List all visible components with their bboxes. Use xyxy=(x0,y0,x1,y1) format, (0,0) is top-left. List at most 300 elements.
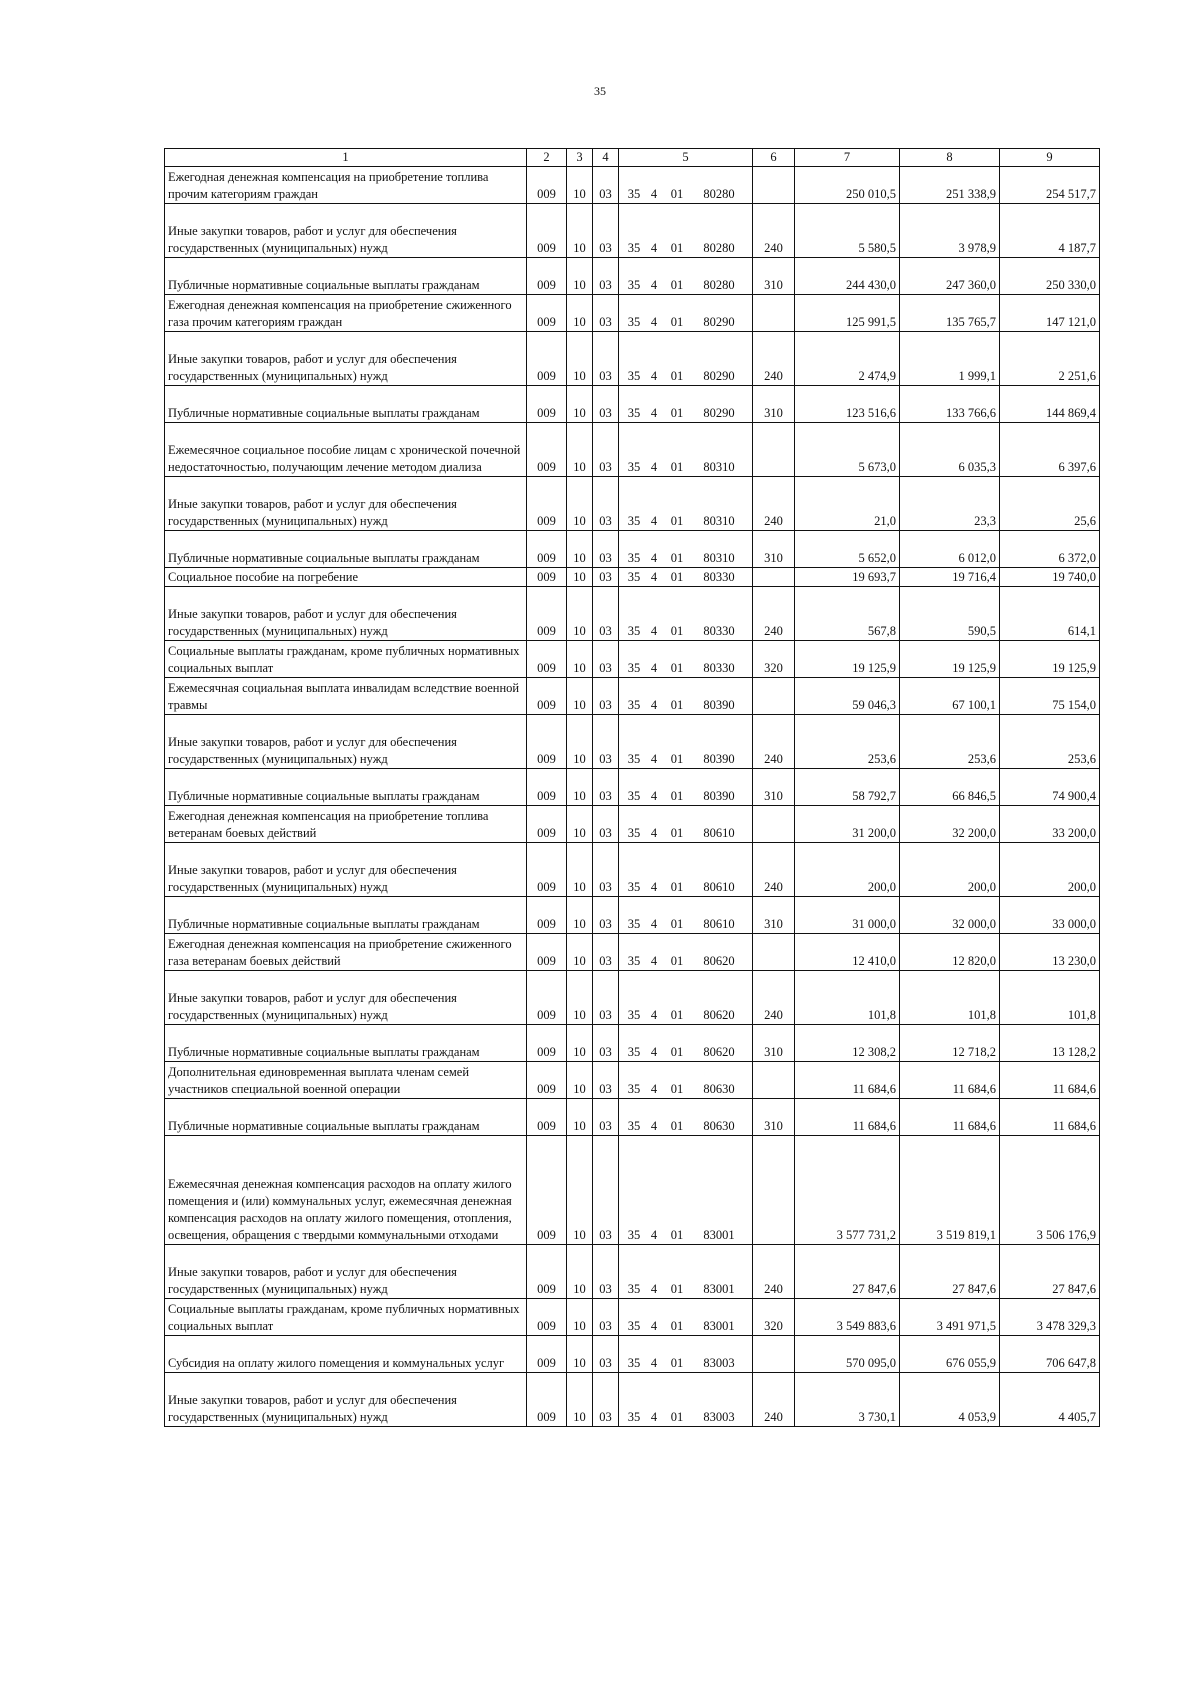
section-code: 10 xyxy=(567,971,593,1025)
expense-type-code: 240 xyxy=(753,843,795,897)
section-code: 10 xyxy=(567,1025,593,1062)
amount-year-1: 12 308,2 xyxy=(795,1025,900,1062)
program-code: 35 xyxy=(627,1319,641,1333)
table-row xyxy=(165,258,1100,295)
expense-code: 80290 xyxy=(703,406,735,420)
amount-year-3: 25,6 xyxy=(1000,477,1100,531)
expense-code: 80310 xyxy=(703,551,735,565)
subsection-code: 03 xyxy=(593,531,619,568)
section-code: 10 xyxy=(567,897,593,934)
subprogram-code: 4 xyxy=(650,1319,658,1333)
row-name: Ежемесячное социальное пособие лицам с хронической почечной недостаточностью, получающим лечение методом диализа xyxy=(165,423,527,477)
table-row xyxy=(165,897,1100,934)
budget-table xyxy=(164,148,1100,1427)
program-code: 35 xyxy=(627,514,641,528)
header-cell: 1 xyxy=(165,149,527,167)
program-code: 35 xyxy=(627,460,641,474)
direction-code: 01 xyxy=(670,570,684,584)
subsection-code: 03 xyxy=(593,258,619,295)
target-article-code xyxy=(619,934,753,971)
section-code: 10 xyxy=(567,386,593,423)
expense-code: 80610 xyxy=(703,917,735,931)
amount-year-3: 147 121,0 xyxy=(1000,295,1100,332)
amount-year-3: 19 125,9 xyxy=(1000,641,1100,678)
amount-year-2: 247 360,0 xyxy=(900,258,1000,295)
section-code: 10 xyxy=(567,587,593,641)
subsection-code: 03 xyxy=(593,678,619,715)
expense-code: 80620 xyxy=(703,1008,735,1022)
target-article-code xyxy=(619,1099,753,1136)
amount-year-3: 27 847,6 xyxy=(1000,1245,1100,1299)
program-code: 35 xyxy=(627,406,641,420)
table-row xyxy=(165,531,1100,568)
expense-type-code xyxy=(753,568,795,587)
amount-year-2: 135 765,7 xyxy=(900,295,1000,332)
expense-type-code: 310 xyxy=(753,897,795,934)
program-code: 35 xyxy=(627,315,641,329)
ministry-code: 009 xyxy=(527,423,567,477)
expense-type-code xyxy=(753,1136,795,1245)
amount-year-3: 19 740,0 xyxy=(1000,568,1100,587)
expense-type-code: 310 xyxy=(753,769,795,806)
amount-year-2: 23,3 xyxy=(900,477,1000,531)
expense-code: 80290 xyxy=(703,315,735,329)
program-code: 35 xyxy=(627,826,641,840)
expense-code: 80330 xyxy=(703,661,735,675)
program-code: 35 xyxy=(627,187,641,201)
row-name: Социальное пособие на погребение xyxy=(165,568,527,587)
row-name: Иные закупки товаров, работ и услуг для обеспечения государственных (муниципальных) нужд xyxy=(165,477,527,531)
amount-year-2: 4 053,9 xyxy=(900,1373,1000,1427)
table-row xyxy=(165,167,1100,204)
target-article-code xyxy=(619,1245,753,1299)
direction-code: 01 xyxy=(670,917,684,931)
amount-year-2: 3 978,9 xyxy=(900,204,1000,258)
subsection-code: 03 xyxy=(593,1136,619,1245)
subprogram-code: 4 xyxy=(650,278,658,292)
section-code: 10 xyxy=(567,641,593,678)
expense-type-code: 310 xyxy=(753,1099,795,1136)
row-name: Иные закупки товаров, работ и услуг для обеспечения государственных (муниципальных) нужд xyxy=(165,332,527,386)
table-row xyxy=(165,568,1100,587)
expense-type-code: 240 xyxy=(753,1245,795,1299)
row-name: Ежегодная денежная компенсация на приобретение сжиженного газа ветеранам боевых действий xyxy=(165,934,527,971)
target-article-code xyxy=(619,423,753,477)
header-cell: 7 xyxy=(795,149,900,167)
amount-year-1: 250 010,5 xyxy=(795,167,900,204)
expense-code: 80310 xyxy=(703,514,735,528)
section-code: 10 xyxy=(567,167,593,204)
amount-year-1: 3 549 883,6 xyxy=(795,1299,900,1336)
row-name: Ежегодная денежная компенсация на приобретение топлива ветеранам боевых действий xyxy=(165,806,527,843)
amount-year-3: 13 230,0 xyxy=(1000,934,1100,971)
expense-type-code: 240 xyxy=(753,332,795,386)
row-name: Ежегодная денежная компенсация на приобретение сжиженного газа прочим категориям граждан xyxy=(165,295,527,332)
program-code: 35 xyxy=(627,954,641,968)
expense-type-code xyxy=(753,934,795,971)
expense-code: 80290 xyxy=(703,369,735,383)
subsection-code: 03 xyxy=(593,1336,619,1373)
amount-year-3: 2 251,6 xyxy=(1000,332,1100,386)
amount-year-3: 200,0 xyxy=(1000,843,1100,897)
expense-type-code: 310 xyxy=(753,1025,795,1062)
table-row xyxy=(165,678,1100,715)
page-number: 35 xyxy=(594,84,606,98)
direction-code: 01 xyxy=(670,187,684,201)
subprogram-code: 4 xyxy=(650,880,658,894)
amount-year-1: 3 577 731,2 xyxy=(795,1136,900,1245)
section-code: 10 xyxy=(567,295,593,332)
row-name: Публичные нормативные социальные выплаты гражданам xyxy=(165,1025,527,1062)
amount-year-3: 3 506 176,9 xyxy=(1000,1136,1100,1245)
subprogram-code: 4 xyxy=(650,1282,658,1296)
direction-code: 01 xyxy=(670,1008,684,1022)
expense-code: 80390 xyxy=(703,752,735,766)
program-code: 35 xyxy=(627,570,641,584)
table-row xyxy=(165,1245,1100,1299)
amount-year-1: 200,0 xyxy=(795,843,900,897)
table-row xyxy=(165,715,1100,769)
amount-year-1: 123 516,6 xyxy=(795,386,900,423)
table-row xyxy=(165,386,1100,423)
table-row xyxy=(165,477,1100,531)
direction-code: 01 xyxy=(670,826,684,840)
subsection-code: 03 xyxy=(593,295,619,332)
target-article-code xyxy=(619,295,753,332)
amount-year-1: 11 684,6 xyxy=(795,1062,900,1099)
section-code: 10 xyxy=(567,423,593,477)
subsection-code: 03 xyxy=(593,568,619,587)
program-code: 35 xyxy=(627,789,641,803)
expense-code: 83001 xyxy=(703,1282,735,1296)
program-code: 35 xyxy=(627,278,641,292)
ministry-code: 009 xyxy=(527,332,567,386)
amount-year-1: 253,6 xyxy=(795,715,900,769)
expense-code: 83003 xyxy=(703,1356,735,1370)
subprogram-code: 4 xyxy=(650,241,658,255)
direction-code: 01 xyxy=(670,551,684,565)
amount-year-1: 5 652,0 xyxy=(795,531,900,568)
amount-year-1: 27 847,6 xyxy=(795,1245,900,1299)
expense-code: 83001 xyxy=(703,1319,735,1333)
expense-code: 80310 xyxy=(703,460,735,474)
program-code: 35 xyxy=(627,1282,641,1296)
subprogram-code: 4 xyxy=(650,1356,658,1370)
program-code: 35 xyxy=(627,698,641,712)
expense-type-code: 240 xyxy=(753,204,795,258)
target-article-code xyxy=(619,1136,753,1245)
direction-code: 01 xyxy=(670,369,684,383)
amount-year-1: 125 991,5 xyxy=(795,295,900,332)
direction-code: 01 xyxy=(670,1319,684,1333)
ministry-code: 009 xyxy=(527,477,567,531)
header-cell: 2 xyxy=(527,149,567,167)
direction-code: 01 xyxy=(670,241,684,255)
section-code: 10 xyxy=(567,1299,593,1336)
target-article-code xyxy=(619,477,753,531)
amount-year-1: 3 730,1 xyxy=(795,1373,900,1427)
expense-type-code: 320 xyxy=(753,641,795,678)
subprogram-code: 4 xyxy=(650,624,658,638)
program-code: 35 xyxy=(627,880,641,894)
ministry-code: 009 xyxy=(527,167,567,204)
target-article-code xyxy=(619,1062,753,1099)
table-row xyxy=(165,1025,1100,1062)
subprogram-code: 4 xyxy=(650,1008,658,1022)
expense-code: 83001 xyxy=(703,1228,735,1242)
ministry-code: 009 xyxy=(527,1099,567,1136)
table-row xyxy=(165,332,1100,386)
amount-year-2: 200,0 xyxy=(900,843,1000,897)
row-name: Ежемесячная социальная выплата инвалидам вследствие военной травмы xyxy=(165,678,527,715)
section-code: 10 xyxy=(567,531,593,568)
header-cell: 9 xyxy=(1000,149,1100,167)
amount-year-2: 3 519 819,1 xyxy=(900,1136,1000,1245)
target-article-code xyxy=(619,769,753,806)
expense-type-code xyxy=(753,423,795,477)
row-name: Иные закупки товаров, работ и услуг для обеспечения государственных (муниципальных) нужд xyxy=(165,1373,527,1427)
section-code: 10 xyxy=(567,258,593,295)
expense-code: 80280 xyxy=(703,278,735,292)
expense-type-code: 320 xyxy=(753,1299,795,1336)
program-code: 35 xyxy=(627,551,641,565)
target-article-code xyxy=(619,167,753,204)
amount-year-3: 614,1 xyxy=(1000,587,1100,641)
ministry-code: 009 xyxy=(527,1336,567,1373)
direction-code: 01 xyxy=(670,406,684,420)
amount-year-1: 5 673,0 xyxy=(795,423,900,477)
amount-year-1: 19 693,7 xyxy=(795,568,900,587)
subprogram-code: 4 xyxy=(650,661,658,675)
amount-year-2: 6 035,3 xyxy=(900,423,1000,477)
table-row xyxy=(165,641,1100,678)
direction-code: 01 xyxy=(670,1410,684,1424)
amount-year-2: 1 999,1 xyxy=(900,332,1000,386)
subprogram-code: 4 xyxy=(650,406,658,420)
target-article-code xyxy=(619,1299,753,1336)
ministry-code: 009 xyxy=(527,1062,567,1099)
row-name: Публичные нормативные социальные выплаты гражданам xyxy=(165,769,527,806)
amount-year-2: 101,8 xyxy=(900,971,1000,1025)
subsection-code: 03 xyxy=(593,971,619,1025)
ministry-code: 009 xyxy=(527,971,567,1025)
table-row xyxy=(165,1299,1100,1336)
section-code: 10 xyxy=(567,1245,593,1299)
ministry-code: 009 xyxy=(527,1299,567,1336)
ministry-code: 009 xyxy=(527,204,567,258)
amount-year-2: 66 846,5 xyxy=(900,769,1000,806)
program-code: 35 xyxy=(627,1082,641,1096)
amount-year-2: 3 491 971,5 xyxy=(900,1299,1000,1336)
header-cell: 5 xyxy=(619,149,753,167)
expense-type-code: 240 xyxy=(753,1373,795,1427)
ministry-code: 009 xyxy=(527,531,567,568)
subprogram-code: 4 xyxy=(650,551,658,565)
subprogram-code: 4 xyxy=(650,826,658,840)
expense-code: 80280 xyxy=(703,241,735,255)
row-name: Иные закупки товаров, работ и услуг для обеспечения государственных (муниципальных) нужд xyxy=(165,204,527,258)
amount-year-3: 3 478 329,3 xyxy=(1000,1299,1100,1336)
amount-year-3: 33 000,0 xyxy=(1000,897,1100,934)
table-row xyxy=(165,1136,1100,1245)
section-code: 10 xyxy=(567,769,593,806)
subprogram-code: 4 xyxy=(650,187,658,201)
ministry-code: 009 xyxy=(527,1245,567,1299)
header-row xyxy=(165,149,1100,167)
target-article-code xyxy=(619,971,753,1025)
program-code: 35 xyxy=(627,1045,641,1059)
subprogram-code: 4 xyxy=(650,752,658,766)
direction-code: 01 xyxy=(670,278,684,292)
direction-code: 01 xyxy=(670,752,684,766)
direction-code: 01 xyxy=(670,880,684,894)
subprogram-code: 4 xyxy=(650,954,658,968)
expense-type-code xyxy=(753,167,795,204)
section-code: 10 xyxy=(567,204,593,258)
row-name: Публичные нормативные социальные выплаты гражданам xyxy=(165,897,527,934)
amount-year-2: 27 847,6 xyxy=(900,1245,1000,1299)
row-name: Ежемесячная денежная компенсация расходов на оплату жилого помещения и (или) коммунальных услуг, ежемесячная денежная компенсация расходов на оплату жилого помещения, отопления, освещения, обращения с твердыми коммунальными отходами xyxy=(165,1136,527,1245)
subsection-code: 03 xyxy=(593,204,619,258)
ministry-code: 009 xyxy=(527,1373,567,1427)
amount-year-1: 5 580,5 xyxy=(795,204,900,258)
amount-year-3: 11 684,6 xyxy=(1000,1062,1100,1099)
expense-type-code xyxy=(753,1062,795,1099)
expense-code: 80280 xyxy=(703,187,735,201)
subsection-code: 03 xyxy=(593,1062,619,1099)
table-row xyxy=(165,1336,1100,1373)
amount-year-3: 75 154,0 xyxy=(1000,678,1100,715)
amount-year-3: 253,6 xyxy=(1000,715,1100,769)
table-row xyxy=(165,971,1100,1025)
direction-code: 01 xyxy=(670,661,684,675)
direction-code: 01 xyxy=(670,624,684,638)
subsection-code: 03 xyxy=(593,897,619,934)
subprogram-code: 4 xyxy=(650,460,658,474)
amount-year-2: 6 012,0 xyxy=(900,531,1000,568)
table-row xyxy=(165,1062,1100,1099)
target-article-code xyxy=(619,806,753,843)
table-row xyxy=(165,843,1100,897)
target-article-code xyxy=(619,258,753,295)
amount-year-3: 74 900,4 xyxy=(1000,769,1100,806)
subprogram-code: 4 xyxy=(650,1228,658,1242)
amount-year-1: 59 046,3 xyxy=(795,678,900,715)
subprogram-code: 4 xyxy=(650,1082,658,1096)
expense-code: 80630 xyxy=(703,1082,735,1096)
amount-year-3: 13 128,2 xyxy=(1000,1025,1100,1062)
subprogram-code: 4 xyxy=(650,514,658,528)
expense-type-code: 310 xyxy=(753,258,795,295)
table-row xyxy=(165,1099,1100,1136)
amount-year-1: 58 792,7 xyxy=(795,769,900,806)
section-code: 10 xyxy=(567,678,593,715)
expense-code: 83003 xyxy=(703,1410,735,1424)
subsection-code: 03 xyxy=(593,1373,619,1427)
ministry-code: 009 xyxy=(527,769,567,806)
ministry-code: 009 xyxy=(527,678,567,715)
subsection-code: 03 xyxy=(593,332,619,386)
row-name: Иные закупки товаров, работ и услуг для обеспечения государственных (муниципальных) нужд xyxy=(165,587,527,641)
subsection-code: 03 xyxy=(593,167,619,204)
amount-year-1: 12 410,0 xyxy=(795,934,900,971)
ministry-code: 009 xyxy=(527,568,567,587)
section-code: 10 xyxy=(567,843,593,897)
ministry-code: 009 xyxy=(527,641,567,678)
amount-year-3: 4 405,7 xyxy=(1000,1373,1100,1427)
ministry-code: 009 xyxy=(527,587,567,641)
target-article-code xyxy=(619,332,753,386)
ministry-code: 009 xyxy=(527,295,567,332)
expense-code: 80630 xyxy=(703,1119,735,1133)
direction-code: 01 xyxy=(670,1045,684,1059)
target-article-code xyxy=(619,587,753,641)
subprogram-code: 4 xyxy=(650,315,658,329)
ministry-code: 009 xyxy=(527,1025,567,1062)
direction-code: 01 xyxy=(670,1282,684,1296)
amount-year-1: 11 684,6 xyxy=(795,1099,900,1136)
table-body xyxy=(165,167,1100,1427)
header-cell: 3 xyxy=(567,149,593,167)
program-code: 35 xyxy=(627,1356,641,1370)
table-row xyxy=(165,204,1100,258)
section-code: 10 xyxy=(567,1136,593,1245)
expense-type-code: 240 xyxy=(753,587,795,641)
subsection-code: 03 xyxy=(593,934,619,971)
section-code: 10 xyxy=(567,477,593,531)
row-name: Публичные нормативные социальные выплаты гражданам xyxy=(165,1099,527,1136)
subsection-code: 03 xyxy=(593,806,619,843)
row-name: Иные закупки товаров, работ и услуг для обеспечения государственных (муниципальных) нужд xyxy=(165,1245,527,1299)
subprogram-code: 4 xyxy=(650,917,658,931)
target-article-code xyxy=(619,204,753,258)
expense-code: 80610 xyxy=(703,826,735,840)
amount-year-1: 19 125,9 xyxy=(795,641,900,678)
direction-code: 01 xyxy=(670,1119,684,1133)
direction-code: 01 xyxy=(670,698,684,712)
subsection-code: 03 xyxy=(593,423,619,477)
amount-year-1: 570 095,0 xyxy=(795,1336,900,1373)
row-name: Иные закупки товаров, работ и услуг для обеспечения государственных (муниципальных) нужд xyxy=(165,715,527,769)
expense-code: 80330 xyxy=(703,570,735,584)
ministry-code: 009 xyxy=(527,1136,567,1245)
expense-type-code xyxy=(753,295,795,332)
subprogram-code: 4 xyxy=(650,1045,658,1059)
table-row xyxy=(165,423,1100,477)
subprogram-code: 4 xyxy=(650,1119,658,1133)
subsection-code: 03 xyxy=(593,1099,619,1136)
row-name: Дополнительная единовременная выплата членам семей участников специальной военной операции xyxy=(165,1062,527,1099)
table-row xyxy=(165,934,1100,971)
program-code: 35 xyxy=(627,624,641,638)
expense-type-code xyxy=(753,806,795,843)
subprogram-code: 4 xyxy=(650,1410,658,1424)
amount-year-3: 144 869,4 xyxy=(1000,386,1100,423)
direction-code: 01 xyxy=(670,789,684,803)
table-row xyxy=(165,769,1100,806)
target-article-code xyxy=(619,897,753,934)
expense-type-code: 240 xyxy=(753,715,795,769)
target-article-code xyxy=(619,386,753,423)
amount-year-2: 590,5 xyxy=(900,587,1000,641)
amount-year-3: 4 187,7 xyxy=(1000,204,1100,258)
amount-year-2: 133 766,6 xyxy=(900,386,1000,423)
amount-year-3: 11 684,6 xyxy=(1000,1099,1100,1136)
amount-year-2: 19 125,9 xyxy=(900,641,1000,678)
direction-code: 01 xyxy=(670,1356,684,1370)
ministry-code: 009 xyxy=(527,806,567,843)
amount-year-3: 6 397,6 xyxy=(1000,423,1100,477)
